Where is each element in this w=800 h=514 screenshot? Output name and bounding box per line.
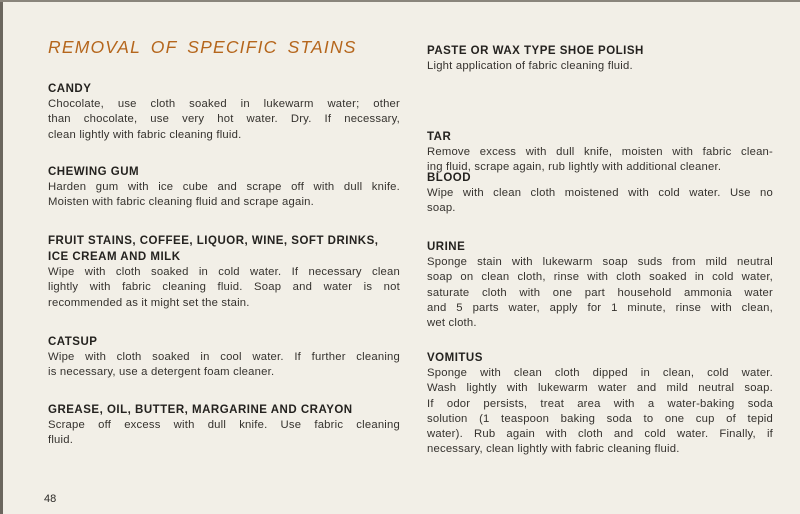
- section-text-line: Scrape off excess with dull knife. Use fabric cleaning: [48, 419, 400, 431]
- section-heading: CHEWING GUM: [48, 166, 140, 178]
- section-text-line: recommended as it might set the stain.: [48, 296, 250, 309]
- section-text-line: wet cloth.: [427, 317, 477, 330]
- section-text-line: soap on clean cloth, rinse with cloth soaked in cold water,: [427, 271, 773, 284]
- section-text-line: lightly with fabric cleaning fluid. Soap and water is not: [48, 281, 400, 294]
- stain-section: [48, 81, 400, 143]
- section-text-line: Wipe with cloth soaked in cool water. If further cleaning: [48, 351, 400, 363]
- section-text-line: and 5 parts water, apply for 1 minute, rinse with clean,: [427, 301, 773, 314]
- section-text-line: Moisten with fabric cleaning fluid and scrape again.: [48, 196, 314, 209]
- stain-section: [48, 233, 400, 311]
- section-heading: PASTE OR WAX TYPE SHOE POLISH: [427, 45, 644, 57]
- section-heading: ICE CREAM AND MILK: [48, 251, 181, 263]
- section-text-line: fluid.: [48, 434, 74, 447]
- section-text-line: necessary, clean lightly with fabric cleaning fluid.: [427, 443, 680, 456]
- section-text-line: is necessary, use a detergent foam cleaner.: [48, 366, 275, 379]
- section-text-line: than chocolate, use very hot water. Dry. If necessary,: [48, 113, 400, 126]
- stain-section: [48, 334, 400, 381]
- section-text-line: Wash lightly with lukewarm water and mild neutral soap.: [427, 382, 773, 395]
- stain-section: [427, 43, 773, 74]
- section-text-line: Harden gum with ice cube and scrape off with dull knife.: [48, 181, 400, 193]
- section-text-line: Wipe with cloth soaked in cold water. If necessary clean: [48, 266, 400, 278]
- page-title: REMOVAL OF SPECIFIC STAINS: [48, 37, 357, 57]
- section-text-line: If odor persists, treat area with a water-baking soda: [427, 397, 773, 410]
- section-heading: FRUIT STAINS, COFFEE, LIQUOR, WINE, SOFT DRINKS,: [48, 235, 379, 247]
- page-number: 48: [44, 493, 57, 505]
- section-text-line: saturate cloth with one part household ammonia water: [427, 286, 773, 299]
- section-text-line: clean lightly with fabric cleaning fluid.: [48, 128, 242, 141]
- section-text-line: Remove excess with dull knife, moisten with fabric clean-: [427, 146, 773, 158]
- section-text-line: Sponge with clean cloth dipped in clean, cold water.: [427, 367, 773, 379]
- section-text-line: ing fluid, scrape again, rub lightly with additional cleaner.: [427, 161, 722, 174]
- section-heading: CANDY: [48, 83, 92, 95]
- section-text-line: Chocolate, use cloth soaked in lukewarm water; other: [48, 98, 400, 110]
- section-heading: GREASE, OIL, BUTTER, MARGARINE AND CRAYON: [48, 404, 353, 416]
- section-text-line: Light application of fabric cleaning fluid.: [427, 60, 633, 72]
- stain-section: [48, 164, 400, 211]
- page-edge-top: [0, 0, 800, 2]
- section-text-line: solution (1 teaspoon baking soda to one cup of tepid: [427, 412, 773, 425]
- section-text-line: Wipe with clean cloth moistened with cold water. Use no: [427, 187, 773, 199]
- stain-section: [427, 129, 773, 176]
- section-heading: VOMITUS: [427, 352, 483, 364]
- section-heading: CATSUP: [48, 336, 98, 348]
- stain-section: [427, 170, 773, 217]
- section-text-line: water). Rub again with cloth and cold water. Finally, if: [427, 428, 773, 441]
- stain-section: [427, 239, 773, 331]
- stain-section: [427, 350, 773, 458]
- section-text-line: Sponge stain with lukewarm soap suds from mild neutral: [427, 256, 773, 268]
- section-heading: BLOOD: [427, 172, 472, 184]
- stain-section: [48, 402, 400, 449]
- section-heading: TAR: [427, 131, 452, 143]
- page-edge-left: [0, 0, 3, 514]
- section-text-line: soap.: [427, 202, 456, 215]
- section-heading: URINE: [427, 241, 466, 253]
